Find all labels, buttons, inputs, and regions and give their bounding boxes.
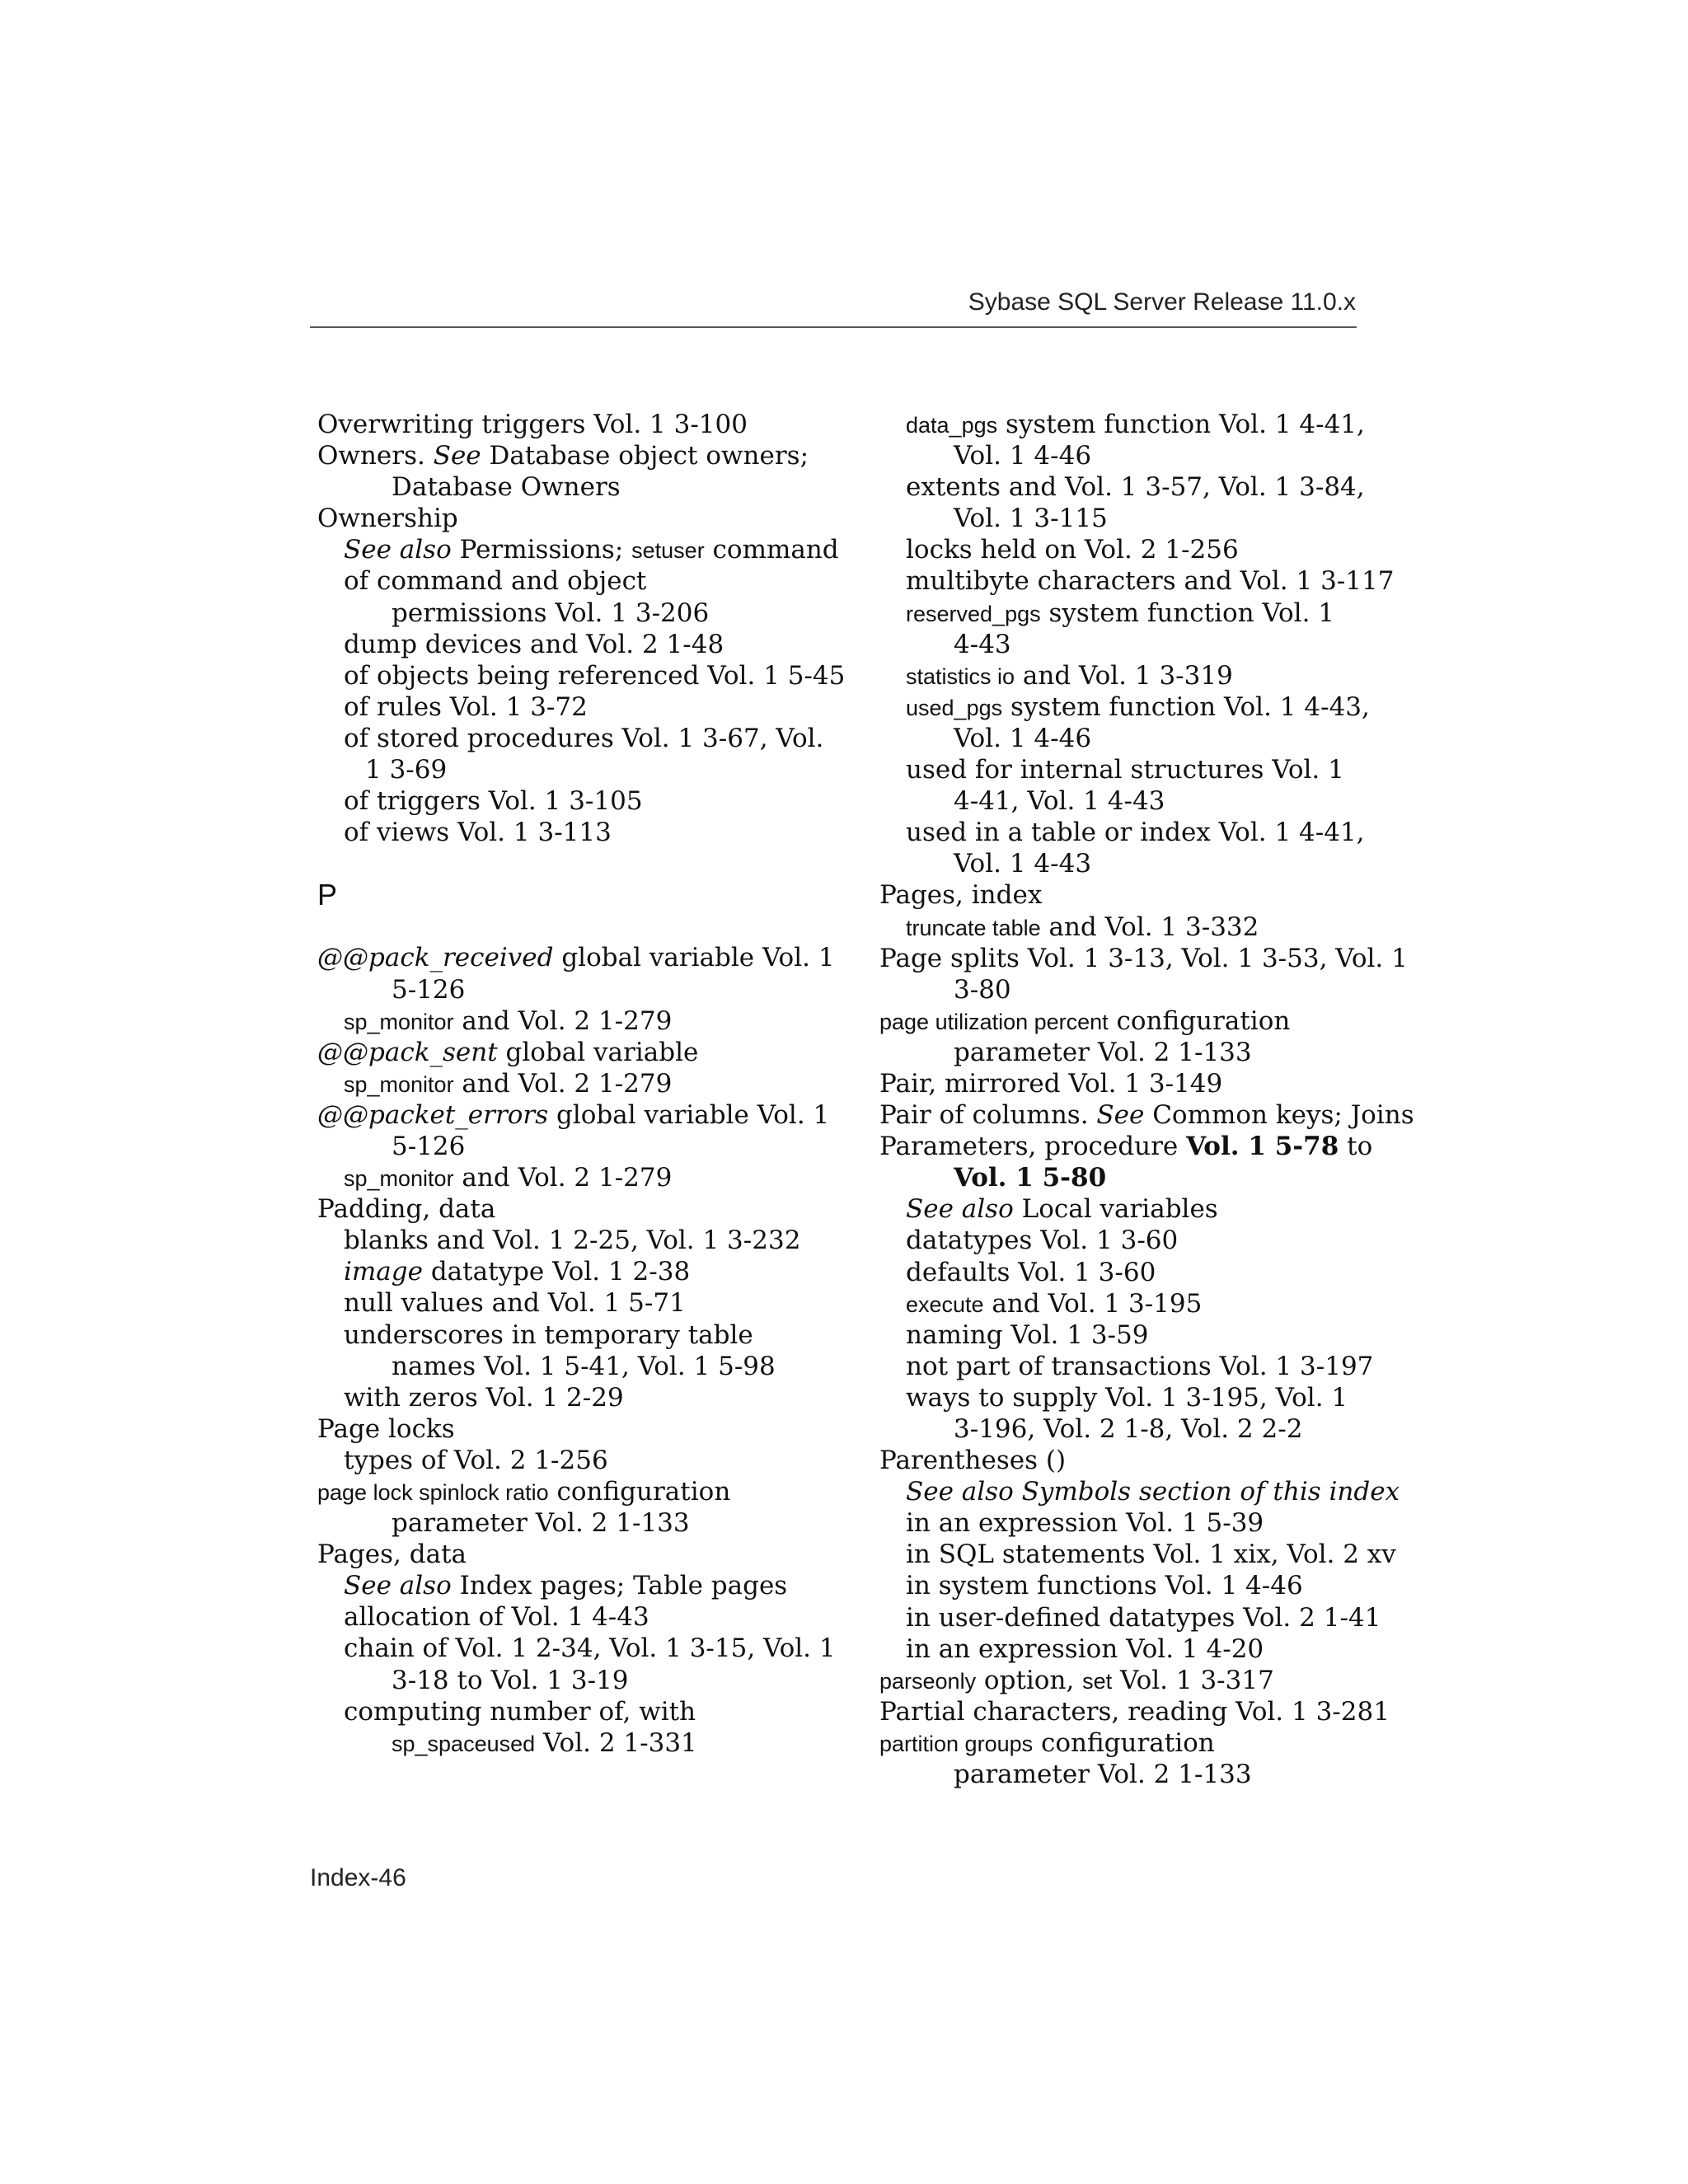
index-subentry: in user-defined datatypes Vol. 2 1-41	[906, 1602, 1381, 1633]
index-subentry: names Vol. 1 5-41, Vol. 1 5-98	[392, 1351, 776, 1381]
section-letter: P	[317, 878, 338, 912]
index-entry: Partial characters, reading Vol. 1 3-281	[879, 1696, 1390, 1727]
index-subentry: used for internal structures Vol. 1	[906, 755, 1344, 785]
index-subentry: naming Vol. 1 3-59	[906, 1319, 1149, 1350]
index-entry: 5-126	[392, 974, 466, 1005]
index-entry: @@pack_sent global variable	[317, 1037, 699, 1067]
index-entry: Pages, data	[317, 1540, 467, 1570]
index-subentry: sp_monitor and Vol. 2 1-279	[344, 1068, 673, 1099]
index-entry: Parentheses ()	[879, 1446, 1067, 1476]
page-number: Index-46	[310, 1864, 406, 1891]
index-subentry: locks held on Vol. 2 1-256	[906, 535, 1239, 565]
index-subentry: of triggers Vol. 1 3-105	[344, 786, 643, 817]
index-entry: Padding, data	[317, 1194, 496, 1225]
index-subentry: computing number of, with	[344, 1696, 696, 1727]
index-subentry: 3-196, Vol. 2 1-8, Vol. 2 2-2	[954, 1414, 1303, 1444]
index-subentry: truncate table and Vol. 1 3-332	[906, 912, 1259, 942]
index-entry: Pages, index	[879, 880, 1043, 911]
index-subentry: allocation of Vol. 1 4-43	[344, 1602, 649, 1633]
index-entry: Owners. See Database object owners;	[317, 441, 809, 471]
index-subentry: reserved_pgs system function Vol. 1	[906, 598, 1335, 628]
index-subentry: with zeros Vol. 1 2-29	[344, 1382, 624, 1413]
index-subentry: used in a table or index Vol. 1 4-41,	[906, 818, 1365, 848]
index-entry: page lock spinlock ratio configuration	[317, 1477, 731, 1507]
index-entry: 5-126	[392, 1131, 466, 1161]
index-subentry: multibyte characters and Vol. 1 3-117	[906, 566, 1395, 597]
index-entry: Pair, mirrored Vol. 1 3-149	[879, 1068, 1223, 1099]
index-subentry: chain of Vol. 1 2-34, Vol. 1 3-15, Vol. 1	[344, 1633, 836, 1664]
index-entry: @@packet_errors global variable Vol. 1	[317, 1099, 830, 1130]
index-subentry: of objects being referenced Vol. 1 5-45	[344, 660, 846, 691]
index-subentry: Vol. 1 4-46	[954, 723, 1092, 753]
index-subentry: permissions Vol. 1 3-206	[392, 598, 710, 628]
index-subentry: not part of transactions Vol. 1 3-197	[906, 1351, 1374, 1381]
index-subentry: dump devices and Vol. 2 1-48	[344, 629, 724, 659]
index-subentry: underscores in temporary table	[344, 1319, 753, 1350]
index-subentry: statistics io and Vol. 1 3-319	[906, 660, 1233, 691]
index-entry: Page locks	[317, 1413, 455, 1444]
index-entry: Page splits Vol. 1 3-13, Vol. 1 3-53, Vol. 1	[879, 943, 1408, 973]
index-subentry: See also Permissions; setuser command	[344, 535, 839, 565]
index-subentry: in an expression Vol. 1 5-39	[906, 1508, 1264, 1539]
index-subentry: sp_spaceused Vol. 2 1-331	[392, 1727, 697, 1758]
index-subentry: of stored procedures Vol. 1 3-67, Vol.	[344, 723, 824, 753]
index-entry: Database Owners	[392, 472, 621, 503]
index-entry: 3-80	[954, 974, 1011, 1005]
index-subentry: 3-18 to Vol. 1 3-19	[392, 1665, 629, 1695]
index-entry: Pair of columns. See Common keys; Joins	[879, 1100, 1414, 1131]
index-subentry: in system functions Vol. 1 4-46	[906, 1571, 1303, 1601]
index-subentry: blanks and Vol. 1 2-25, Vol. 1 3-232	[344, 1226, 801, 1256]
index-entry: parameter Vol. 2 1-133	[392, 1508, 690, 1539]
index-subentry: datatypes Vol. 1 3-60	[906, 1226, 1179, 1256]
index-entry: parseonly option, set Vol. 1 3-317	[879, 1665, 1274, 1695]
index-subentry: See also Symbols section of this index	[906, 1477, 1400, 1507]
index-entry: Vol. 1 5-80	[954, 1163, 1107, 1193]
index-subentry: data_pgs system function Vol. 1 4-41,	[906, 410, 1365, 439]
index-subentry: of command and object	[344, 566, 647, 597]
index-entry: Overwriting triggers Vol. 1 3-100	[317, 410, 748, 439]
index-subentry: 4-41, Vol. 1 4-43	[954, 786, 1165, 817]
index-entry: page utilization percent configuration	[879, 1005, 1291, 1036]
index-subentry: Vol. 1 4-46	[954, 441, 1092, 471]
index-column-left	[317, 409, 845, 1759]
index-subentry: 1 3-69	[365, 755, 448, 785]
index-subentry: See also Index pages; Table pages	[344, 1571, 788, 1601]
index-entry: parameter Vol. 2 1-133	[954, 1037, 1252, 1067]
index-subentry: used_pgs system function Vol. 1 4-43,	[906, 691, 1370, 722]
index-subentry: sp_monitor and Vol. 2 1-279	[344, 1163, 673, 1193]
index-subentry: extents and Vol. 1 3-57, Vol. 1 3-84,	[906, 472, 1365, 503]
index-subentry: Vol. 1 3-115	[954, 504, 1108, 534]
index-subentry: of rules Vol. 1 3-72	[344, 691, 588, 722]
index-subentry: in SQL statements Vol. 1 xix, Vol. 2 xv	[906, 1540, 1396, 1570]
index-entry: @@pack_received global variable Vol. 1	[317, 943, 835, 973]
index-subentry: image datatype Vol. 1 2-38	[344, 1257, 691, 1287]
index-subentry: See also Local variables	[906, 1194, 1218, 1225]
index-subentry: execute and Vol. 1 3-195	[906, 1288, 1203, 1319]
index-subentry: in an expression Vol. 1 4-20	[906, 1633, 1264, 1664]
index-subentry: of views Vol. 1 3-113	[344, 818, 612, 848]
index-entry: Ownership	[317, 504, 458, 534]
index-subentry: types of Vol. 2 1-256	[344, 1445, 608, 1475]
index-subentry: null values and Vol. 1 5-71	[344, 1288, 686, 1319]
index-column-right	[879, 409, 1414, 1790]
index-subentry: defaults Vol. 1 3-60	[906, 1257, 1156, 1287]
index-entry: partition groups configuration	[879, 1727, 1215, 1758]
index-subentry: Vol. 1 4-43	[954, 849, 1092, 879]
index-subentry: 4-43	[954, 629, 1011, 659]
running-header: Sybase SQL Server Release 11.0.x	[968, 288, 1356, 316]
header-rule	[310, 326, 1357, 328]
index-entry: parameter Vol. 2 1-133	[954, 1760, 1252, 1790]
index-subentry: ways to supply Vol. 1 3-195, Vol. 1	[906, 1382, 1348, 1413]
index-entry: Parameters, procedure Vol. 1 5-78 to	[879, 1132, 1373, 1162]
index-subentry: sp_monitor and Vol. 2 1-279	[344, 1005, 673, 1036]
